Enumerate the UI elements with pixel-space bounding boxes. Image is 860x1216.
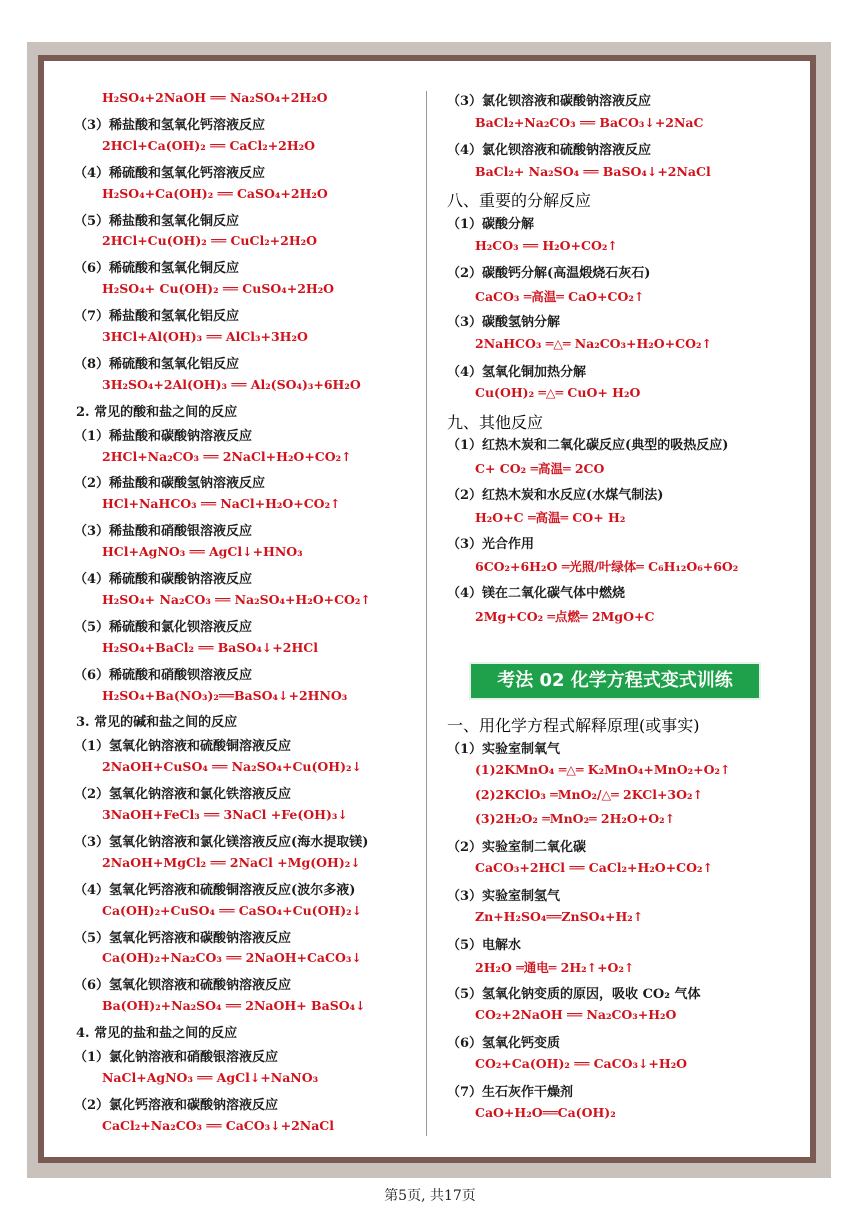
item-label: （4）氢氧化钙溶液和硫酸铜溶液反应(波尔多液) <box>74 882 356 898</box>
item-label: （3）氢氧化钠溶液和氯化镁溶液反应(海水提取镁) <box>74 834 369 850</box>
item-label: （5）氢氧化钠变质的原因，吸收 CO₂ 气体 <box>447 986 701 1002</box>
equation: CO₂+2NaOH ══ Na₂CO₃+H₂O <box>475 1007 677 1022</box>
equation: 2H₂O ═通电═ 2H₂↑+O₂↑ <box>475 960 635 975</box>
equation: H₂SO₄+BaCl₂ ══ BaSO₄↓+2HCl <box>102 639 318 655</box>
item-label: （1）实验室制氧气 <box>447 741 561 757</box>
item-label: （7）稀盐酸和氢氧化铝反应 <box>74 309 240 325</box>
equation: H₂SO₄+Ba(NO₃)₂══BaSO₄↓+2HNO₃ <box>102 687 348 703</box>
page-footer: 第5页, 共17页 <box>384 1188 476 1204</box>
equation: 2Mg+CO₂ ═点燃═ 2MgO+C <box>475 608 655 624</box>
section-banner: 考法 02 化学方程式变式训练 <box>471 664 759 698</box>
equation: C+ CO₂ ═高温═ 2CO <box>475 461 605 476</box>
equation: H₂SO₄+ Cu(OH)₂ ══ CuSO₄+2H₂O <box>102 281 335 297</box>
item-label: （1）氯化钠溶液和硝酸银溶液反应 <box>74 1050 279 1065</box>
equation: Ca(OH)₂+Na₂CO₃ ══ 2NaOH+CaCO₃↓ <box>102 950 362 966</box>
equation: BaCl₂+ Na₂SO₄ ══ BaSO₄↓+2NaCl <box>475 163 711 179</box>
section-title: 九、其他反应 <box>447 412 544 432</box>
equation: 6CO₂+6H₂O ═光照/叶绿体═ C₆H₁₂O₆+6O₂ <box>475 559 739 575</box>
equation: CaCl₂+Na₂CO₃ ══ CaCO₃↓+2NaCl <box>102 1117 334 1133</box>
equation: CaO+H₂O══Ca(OH)₂ <box>475 1105 616 1120</box>
item-label: （6）氢氧化钡溶液和硫酸钠溶液反应 <box>74 978 292 994</box>
item-label: （6）氢氧化钙变质 <box>447 1035 561 1051</box>
equation: 3H₂SO₄+2Al(OH)₃ ══ Al₂(SO₄)₃+6H₂O <box>102 376 361 392</box>
item-label: （5）稀硫酸和氯化钡溶液反应 <box>74 619 253 635</box>
item-label: （6）稀硫酸和硝酸钡溶液反应 <box>74 667 253 683</box>
column-divider <box>426 91 427 1136</box>
equation: 3HCl+Al(OH)₃ ══ AlCl₃+3H₂O <box>102 329 308 344</box>
item-label: （4）镁在二氧化碳气体中燃烧 <box>447 586 626 601</box>
equation: BaCl₂+Na₂CO₃ ══ BaCO₃↓+2NaC <box>475 114 704 130</box>
equation: (1)2KMnO₄ ═△═ K₂MnO₄+MnO₂+O₂↑ <box>475 762 731 777</box>
equation: H₂CO₃ ══ H₂O+CO₂↑ <box>475 237 618 253</box>
item-label: （3）实验室制氢气 <box>447 888 561 904</box>
equation: 2HCl+Na₂CO₃ ══ 2NaCl+H₂O+CO₂↑ <box>102 448 352 464</box>
equation: H₂SO₄+2NaOH ══ Na₂SO₄+2H₂O <box>102 90 328 105</box>
item-label: （2）实验室制二氧化碳 <box>447 839 587 855</box>
equation: CaCO₃ ═高温═ CaO+CO₂↑ <box>475 288 645 304</box>
section-title: 一、用化学方程式解释原理(或事实) <box>447 716 700 735</box>
item-label: （1）红热木炭和二氧化碳反应(典型的吸热反应) <box>447 438 729 454</box>
equation: 2HCl+Ca(OH)₂ ══ CaCl₂+2H₂O <box>102 137 316 153</box>
equation: CO₂+Ca(OH)₂ ══ CaCO₃↓+H₂O <box>475 1056 688 1071</box>
equation: (3)2H₂O₂ ═MnO₂═ 2H₂O+O₂↑ <box>475 811 676 826</box>
item-label: （3）稀盐酸和硝酸银溶液反应 <box>74 524 253 540</box>
item-label: （4）稀硫酸和碳酸钠溶液反应 <box>74 572 253 587</box>
equation: HCl+NaHCO₃ ══ NaCl+H₂O+CO₂↑ <box>102 496 341 512</box>
equation: 2NaHCO₃ ═△═ Na₂CO₃+H₂O+CO₂↑ <box>475 336 712 351</box>
item-label: （1）氢氧化钠溶液和硫酸铜溶液反应 <box>74 739 292 755</box>
equation: Ba(OH)₂+Na₂SO₄ ══ 2NaOH+ BaSO₄↓ <box>102 998 366 1014</box>
equation: 3NaOH+FeCl₃ ══ 3NaCl +Fe(OH)₃↓ <box>102 807 348 822</box>
item-label: （4）氢氧化铜加热分解 <box>447 364 587 380</box>
equation: H₂SO₄+Ca(OH)₂ ══ CaSO₄+2H₂O <box>102 185 328 201</box>
item-label: （2）氯化钙溶液和碳酸钠溶液反应 <box>74 1097 279 1113</box>
subsection-heading: 3. 常见的碱和盐之间的反应 <box>76 715 238 731</box>
equation: Cu(OH)₂ ═△═ CuO+ H₂O <box>475 385 641 401</box>
equation: H₂SO₄+ Na₂CO₃ ══ Na₂SO₄+H₂O+CO₂↑ <box>102 591 371 607</box>
equation: Zn+H₂SO₄══ZnSO₄+H₂↑ <box>475 909 644 924</box>
equation: 2HCl+Cu(OH)₂ ══ CuCl₂+2H₂O <box>102 233 318 249</box>
equation: NaCl+AgNO₃ ══ AgCl↓+NaNO₃ <box>102 1069 319 1085</box>
item-label: （4）氯化钡溶液和硫酸钠溶液反应 <box>447 143 652 159</box>
item-label: （8）稀硫酸和氢氧化铝反应 <box>74 356 240 372</box>
item-label: （3）光合作用 <box>447 536 535 552</box>
subsection-heading: 4. 常见的盐和盐之间的反应 <box>76 1026 238 1042</box>
item-label: （2）红热木炭和水反应(水煤气制法) <box>447 487 664 503</box>
item-label: （1）碳酸分解 <box>447 217 535 232</box>
equation: 2NaOH+CuSO₄ ══ Na₂SO₄+Cu(OH)₂↓ <box>102 759 362 775</box>
item-label: （7）生石灰作干燥剂 <box>447 1084 574 1100</box>
equation: HCl+AgNO₃ ══ AgCl↓+HNO₃ <box>102 544 303 560</box>
item-label: （3）稀盐酸和氢氧化钙溶液反应 <box>74 117 266 133</box>
item-label: （4）稀硫酸和氢氧化钙溶液反应 <box>74 165 266 181</box>
item-label: （2）氢氧化钠溶液和氯化铁溶液反应 <box>74 787 292 803</box>
item-label: （2）碳酸钙分解(高温煅烧石灰石) <box>447 266 651 282</box>
equation: 2NaOH+MgCl₂ ══ 2NaCl +Mg(OH)₂↓ <box>102 854 361 870</box>
page-frame <box>38 55 816 1163</box>
subsection-heading: 2. 常见的酸和盐之间的反应 <box>76 404 238 420</box>
item-label: （3）氯化钡溶液和碳酸钠溶液反应 <box>447 94 652 109</box>
item-label: （5）氢氧化钙溶液和碳酸钠溶液反应 <box>74 930 292 946</box>
item-label: （5）稀盐酸和氢氧化铜反应 <box>74 213 240 229</box>
equation: Ca(OH)₂+CuSO₄ ══ CaSO₄+Cu(OH)₂↓ <box>102 902 363 918</box>
item-label: （3）碳酸氢钠分解 <box>447 315 561 331</box>
equation: H₂O+C ═高温═ CO+ H₂ <box>475 510 626 526</box>
equation: CaCO₃+2HCl ══ CaCl₂+H₂O+CO₂↑ <box>475 860 713 875</box>
item-label: （1）稀盐酸和碳酸钠溶液反应 <box>74 428 253 444</box>
section-title: 八、重要的分解反应 <box>447 191 592 211</box>
equation: (2)2KClO₃ ═MnO₂/△═ 2KCl+3O₂↑ <box>475 786 703 802</box>
item-label: （2）稀盐酸和碳酸氢钠溶液反应 <box>74 476 266 492</box>
item-label: （5）电解水 <box>447 937 522 953</box>
item-label: （6）稀硫酸和氢氧化铜反应 <box>74 261 240 277</box>
